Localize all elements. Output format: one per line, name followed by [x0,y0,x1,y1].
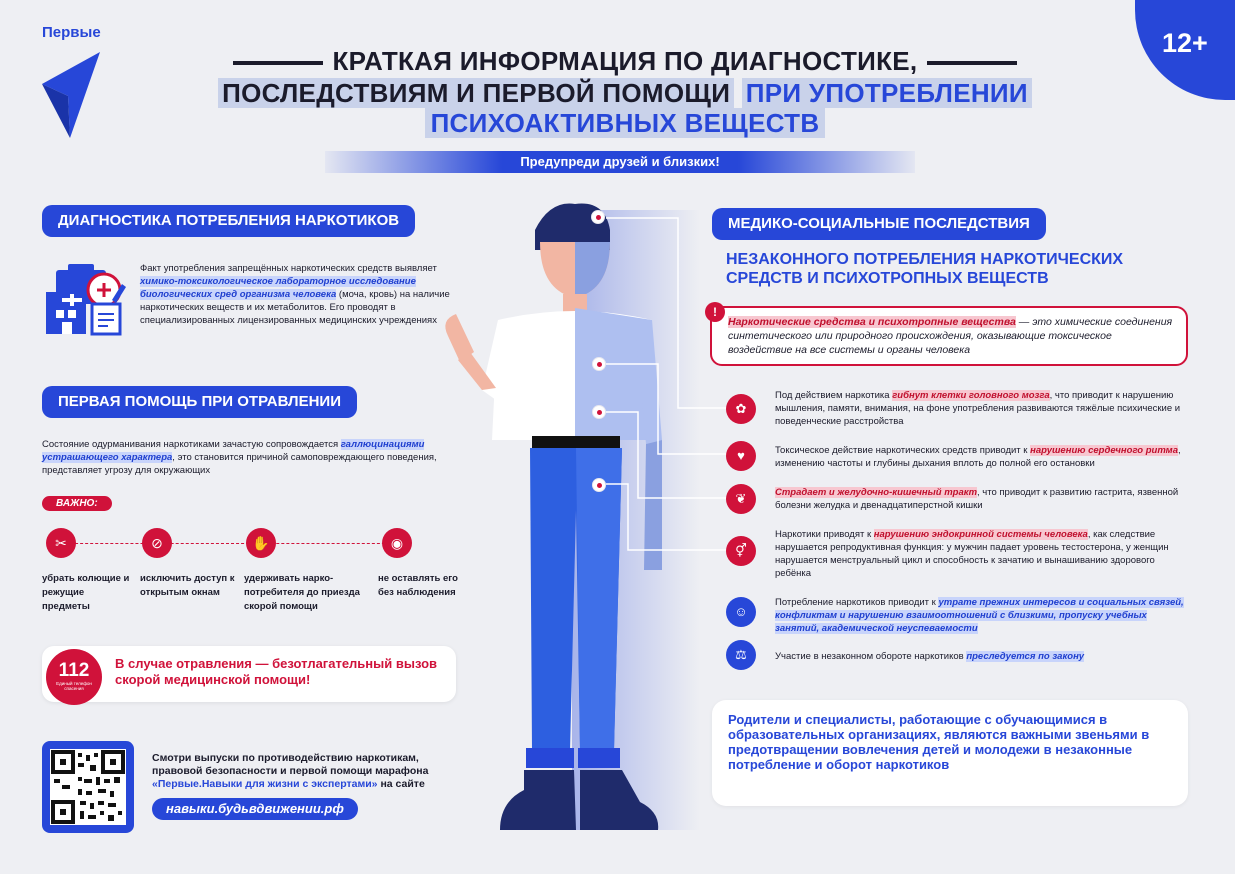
stomach-icon: ❦ [726,484,756,514]
consequence-item: Потребление наркотиков приводит к утрате прежних интересов и социальных связей, конфликтам и нарушению взаимоотношений с близкими, пропуску учебных занятий, академической неуспеваемости [775,597,1184,634]
consequence-item: Участие в незаконном обороте наркотиков преследуется по закону [775,651,1085,662]
title-line2-blue: ПРИ УПОТРЕБЛЕНИИ [742,78,1032,108]
qr-code[interactable] [42,741,134,833]
first-aid-text: Состояние одурманивания наркотиками зачастую сопровождается галлюцинациями устрашающего характера, это становится причиной самоповреждающего поведения, представляет угрозу для окружающих [42,439,437,476]
heart-icon: ♥ [726,441,756,471]
diagnostics-text: Факт употребления запрещённых наркотических средств выявляет химико-токсикологическое лабораторное исследование биологических сред организма человека (моча, кровь) на наличие наркотических веществ и их метаболитов. Его проводят в специализированных лицензированных медицинских учреждениях [140,263,450,326]
eye-icon: ◉ [382,528,412,558]
consequence-item: Под действием наркотика гибнут клетки головного мозга, что приводит к нарушению мышления, памяти, внимания, на фоне употребления развиваются тяжёлые психические и поведенческие расстройства [775,390,1181,427]
step-label: исключить доступ к открытым окнам [140,573,235,598]
brain-icon: ✿ [726,394,756,424]
emergency-text: В случае отравления — безотлагательный вызов скорой медицинской помощи! [115,656,438,687]
title-line1: КРАТКАЯ ИНФОРМАЦИЯ ПО ДИАГНОСТИКЕ, [332,46,918,76]
step-label: удерживать нарко-потребителя до приезда скорой помощи [244,573,360,612]
step-label: не оставлять его без наблюдения [378,573,458,598]
step-label: убрать колющие и режущие предметы [42,573,130,612]
alert-icon: ! [705,302,725,322]
logo-mark [40,44,104,140]
consequence-item: Наркотики приводят к нарушению эндокринной системы человека, как следствие нарушается репродуктивная функция: у мужчин падает уровень тестостерона, у женщин нарушается менструальный цикл и способность к зачатию и вынашиванию здорового ребёнка [775,529,1169,579]
steps-divider [60,543,400,544]
hold-icon: ✋ [246,528,276,558]
hospital-icon [42,260,126,338]
emergency-number-badge[interactable]: 112 Единый телефон спасения [46,649,102,705]
page-title [190,44,1060,138]
first-aid-header: ПЕРВАЯ ПОМОЩЬ ПРИ ОТРАВЛЕНИИ [42,386,357,418]
connector-lines [598,212,738,562]
knife-icon: ✂ [46,528,76,558]
consequence-item: Токсическое действие наркотических средств приводит к нарушению сердечного ритма, изменению частоты и глубины дыхания вплоть до полной его остановки [775,445,1181,469]
qr-pattern [50,749,126,825]
law-icon: ⚖ [726,640,756,670]
logo-text: Первые [42,24,101,41]
diagnostics-header: ДИАГНОСТИКА ПОТРЕБЛЕНИЯ НАРКОТИКОВ [42,205,415,237]
title-line2-dark: ПОСЛЕДСТВИЯМ И ПЕРВОЙ ПОМОЩИ [218,78,734,108]
definition-text: Наркотические средства и психотропные вещества — это химические соединения синтетического или природного происхождения, оказывающие токсическое воздействие на все системы и органы человека [728,316,1173,356]
warning-bar: Предупреди друзей и близких! [325,151,915,173]
consequence-item: Страдает и желудочно-кишечный тракт, что приводит к развитию гастрита, язвенной болезни желудка и двенадцатиперстной кишки [775,487,1179,511]
window-icon: ⊘ [142,528,172,558]
consequences-subheader: НЕЗАКОННОГО ПОТРЕБЛЕНИЯ НАРКОТИЧЕСКИХ СРЕДСТВ И ПСИХОТРОПНЫХ ВЕЩЕСТВ [726,251,1124,287]
social-icon: ☺ [726,597,756,627]
important-badge: ВАЖНО: [42,496,112,511]
age-badge: 12+ [1162,28,1208,58]
parents-note: Родители и специалисты, работающие с обучающимися в образовательных организациях, являются важными звеньями в предотвращении вовлечения детей и молодежи в незаконные потребление и оборот наркотиков [728,712,1150,772]
gender-icon: ⚥ [726,536,756,566]
consequences-header: МЕДИКО-СОЦИАЛЬНЫЕ ПОСЛЕДСТВИЯ [712,208,1046,240]
site-link[interactable]: навыки.будьвдвижении.рф [152,798,358,820]
footer-text: Смотри выпуски по противодействию наркотикам, правовой безопасности и первой помощи марафона «Первые.Навыки для жизни с экспертами» на сайте [152,752,429,790]
title-line3: ПСИХОАКТИВНЫХ ВЕЩЕСТВ [425,108,826,138]
